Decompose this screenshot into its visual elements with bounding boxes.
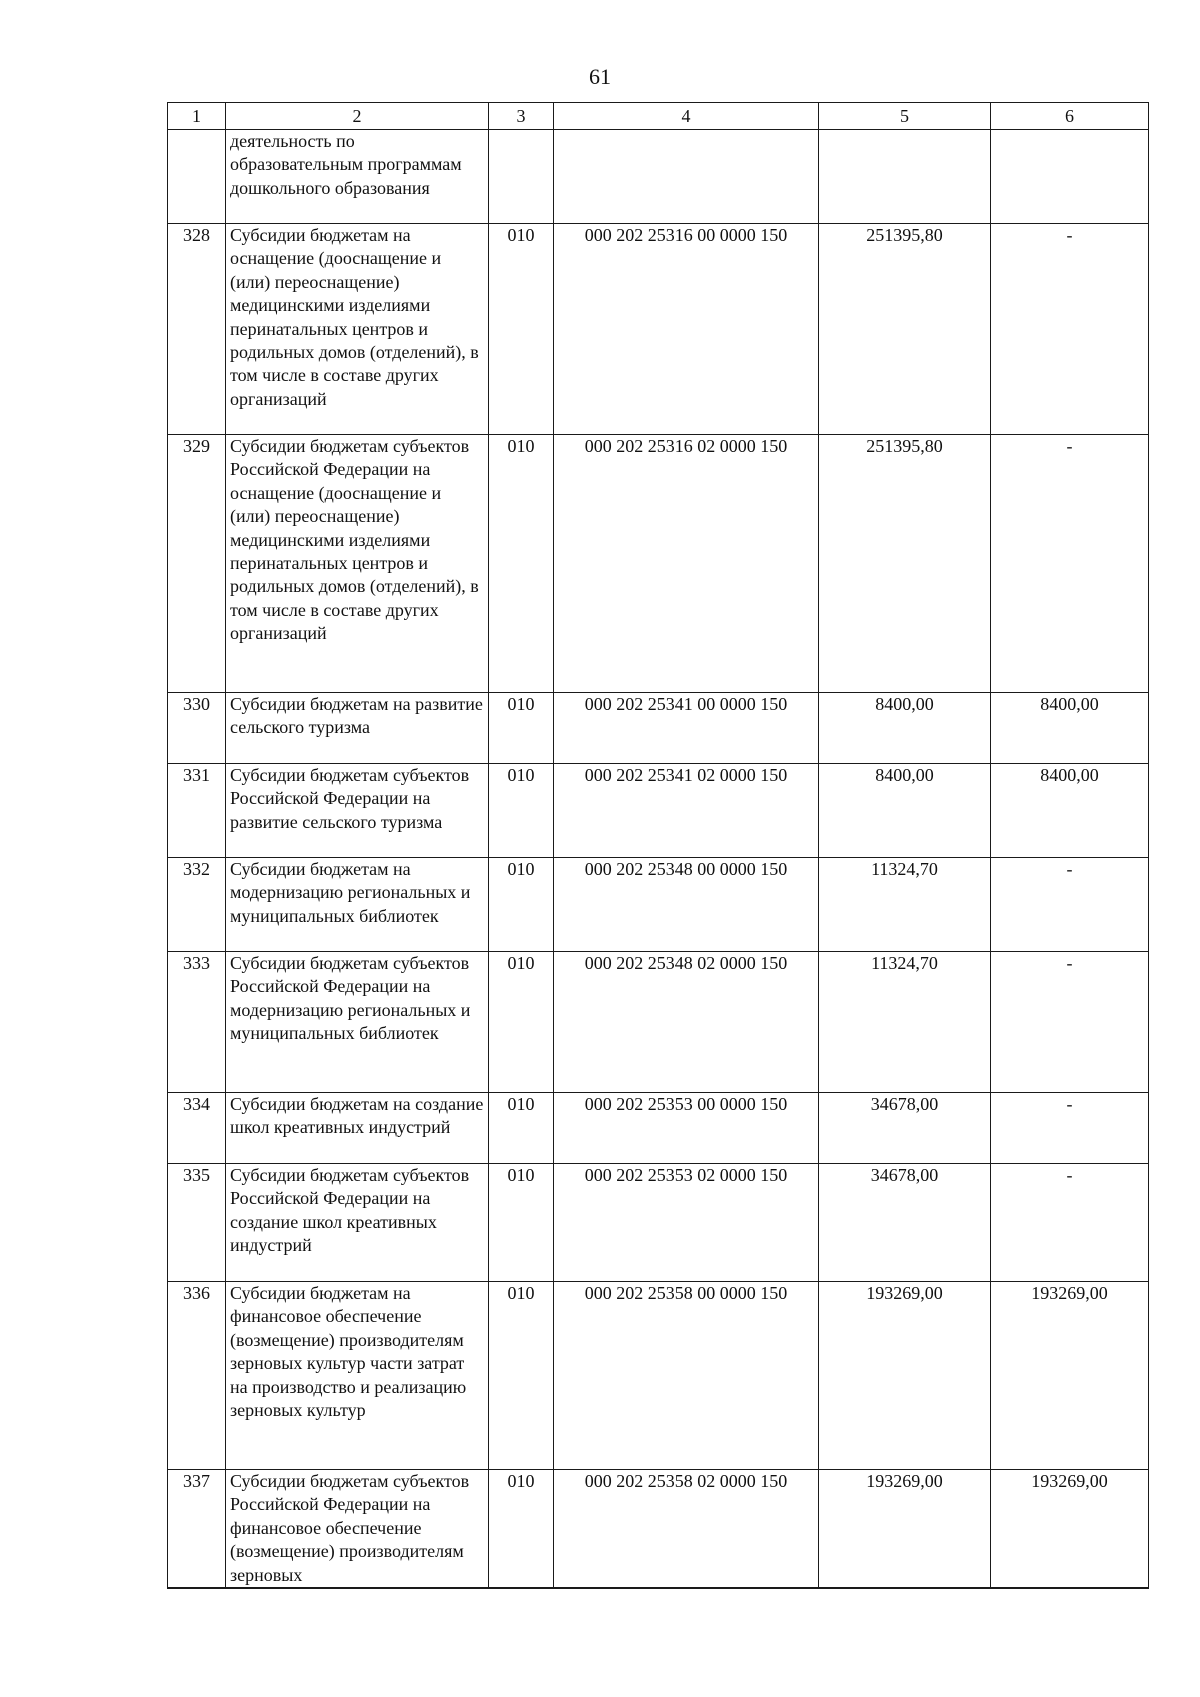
row-kbk: 000 202 25358 02 0000 150: [554, 1470, 819, 1589]
row-value-6: -: [991, 1164, 1149, 1282]
table-row: [168, 1470, 1149, 1589]
table-row: [168, 224, 1149, 435]
row-description: Субсидии бюджетам на оснащение (дооснащение и (или) переоснащение) медицинскими изделиями перинатальных центров и родильных домов (отделений), в том числе в составе других организаций: [226, 224, 489, 435]
column-header-6: 6: [991, 103, 1149, 130]
row-kbk: 000 202 25358 00 0000 150: [554, 1282, 819, 1470]
row-value-5: 11324,70: [819, 952, 991, 1093]
row-value-5: 193269,00: [819, 1470, 991, 1589]
row-value-6: -: [991, 435, 1149, 693]
row-value-6: [991, 130, 1149, 224]
row-value-5: 34678,00: [819, 1164, 991, 1282]
row-value-5: [819, 130, 991, 224]
row-code: 010: [489, 224, 554, 435]
row-kbk: 000 202 25353 00 0000 150: [554, 1093, 819, 1164]
row-code: 010: [489, 1470, 554, 1589]
row-number: 337: [168, 1470, 226, 1589]
row-value-6: -: [991, 858, 1149, 952]
table-row: [168, 952, 1149, 1093]
row-number: 331: [168, 764, 226, 858]
column-header-5: 5: [819, 103, 991, 130]
row-code: 010: [489, 1093, 554, 1164]
row-number: 330: [168, 693, 226, 764]
row-value-5: 8400,00: [819, 764, 991, 858]
row-description: Субсидии бюджетам на финансовое обеспечение (возмещение) производителям зерновых культур части затрат на производство и реализацию зерновых культур: [226, 1282, 489, 1470]
row-value-6: -: [991, 224, 1149, 435]
row-description: Субсидии бюджетам субъектов Российской Федерации на развитие сельского туризма: [226, 764, 489, 858]
row-kbk: 000 202 25341 02 0000 150: [554, 764, 819, 858]
row-number: 329: [168, 435, 226, 693]
row-kbk: [554, 130, 819, 224]
table-row: [168, 1164, 1149, 1282]
row-kbk: 000 202 25348 02 0000 150: [554, 952, 819, 1093]
row-description: Субсидии бюджетам субъектов Российской Федерации на финансовое обеспечение (возмещение) производителям зерновых: [226, 1470, 489, 1589]
row-code: 010: [489, 693, 554, 764]
row-value-6: -: [991, 1093, 1149, 1164]
row-value-5: 34678,00: [819, 1093, 991, 1164]
row-value-5: 8400,00: [819, 693, 991, 764]
row-value-6: 8400,00: [991, 693, 1149, 764]
table-row: [168, 130, 1149, 224]
row-description: Субсидии бюджетам субъектов Российской Федерации на модернизацию региональных и муниципальных библиотек: [226, 952, 489, 1093]
row-value-5: 11324,70: [819, 858, 991, 952]
header-row: [168, 103, 1149, 130]
row-kbk: 000 202 25353 02 0000 150: [554, 1164, 819, 1282]
column-header-2: 2: [226, 103, 489, 130]
row-value-5: 193269,00: [819, 1282, 991, 1470]
row-kbk: 000 202 25341 00 0000 150: [554, 693, 819, 764]
row-number: 336: [168, 1282, 226, 1470]
row-code: 010: [489, 1282, 554, 1470]
row-kbk: 000 202 25316 00 0000 150: [554, 224, 819, 435]
row-value-6: 8400,00: [991, 764, 1149, 858]
budget-table: [167, 102, 1149, 1589]
row-number: [168, 130, 226, 224]
row-value-5: 251395,80: [819, 224, 991, 435]
row-value-6: 193269,00: [991, 1282, 1149, 1470]
row-description: Субсидии бюджетам на создание школ креативных индустрий: [226, 1093, 489, 1164]
row-kbk: 000 202 25316 02 0000 150: [554, 435, 819, 693]
column-header-4: 4: [554, 103, 819, 130]
row-description: Субсидии бюджетам субъектов Российской Федерации на оснащение (дооснащение и (или) переоснащение) медицинскими изделиями перинатальных центров и родильных домов (отделений), в том числе в составе других организаций: [226, 435, 489, 693]
column-header-3: 3: [489, 103, 554, 130]
row-number: 333: [168, 952, 226, 1093]
row-code: 010: [489, 952, 554, 1093]
row-number: 332: [168, 858, 226, 952]
table-row: [168, 1282, 1149, 1470]
row-description: Субсидии бюджетам на развитие сельского туризма: [226, 693, 489, 764]
row-description: деятельность по образовательным программам дошкольного образования: [226, 130, 489, 224]
row-description: Субсидии бюджетам субъектов Российской Федерации на создание школ креативных индустрий: [226, 1164, 489, 1282]
row-number: 328: [168, 224, 226, 435]
row-code: 010: [489, 1164, 554, 1282]
table-row: [168, 858, 1149, 952]
table-row: [168, 693, 1149, 764]
row-number: 334: [168, 1093, 226, 1164]
table-row: [168, 764, 1149, 858]
table-row: [168, 435, 1149, 693]
row-code: 010: [489, 435, 554, 693]
table-row: [168, 1093, 1149, 1164]
row-code: 010: [489, 858, 554, 952]
page-number: 61: [589, 64, 611, 89]
column-header-1: 1: [168, 103, 226, 130]
row-description: Субсидии бюджетам на модернизацию региональных и муниципальных библиотек: [226, 858, 489, 952]
row-value-6: -: [991, 952, 1149, 1093]
row-kbk: 000 202 25348 00 0000 150: [554, 858, 819, 952]
row-value-5: 251395,80: [819, 435, 991, 693]
row-value-6: 193269,00: [991, 1470, 1149, 1589]
row-number: 335: [168, 1164, 226, 1282]
row-code: 010: [489, 764, 554, 858]
row-code: [489, 130, 554, 224]
